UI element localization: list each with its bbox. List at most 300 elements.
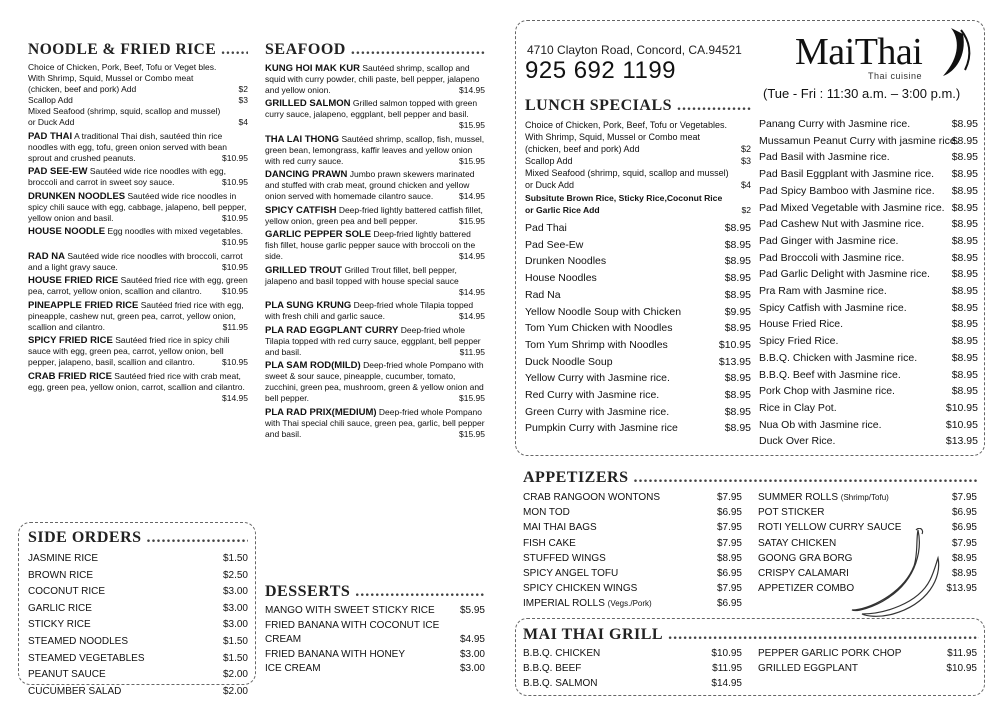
row-name: CRISPY CALAMARI xyxy=(758,568,849,580)
menu-row xyxy=(525,404,751,421)
substitute-line-1: Subsitute Brown Rice, Sticky Rice,Coconut Rice xyxy=(525,193,723,203)
row-price: $8.95 xyxy=(951,301,978,314)
row-name: STICKY RICE xyxy=(28,619,91,631)
row-name: COCONUT RICE xyxy=(28,586,106,598)
seafood-items xyxy=(265,63,485,440)
row-price: $8.95 xyxy=(951,168,978,181)
menu-row xyxy=(523,596,742,611)
row-price: $7.95 xyxy=(951,492,977,503)
row-price: $8.95 xyxy=(951,201,978,214)
dish-price: $14.95 xyxy=(459,286,485,297)
lunch-specials-section xyxy=(525,96,751,437)
row-price: $8.95 xyxy=(951,134,978,147)
menu-row xyxy=(28,568,248,585)
menu-item xyxy=(28,300,248,333)
menu-row xyxy=(525,420,751,437)
row-price: $10.95 xyxy=(945,401,978,414)
row-name: Pad Cashew Nut with Jasmine rice. xyxy=(759,218,925,231)
dish-price: $15.95 xyxy=(459,155,485,166)
row-price: $5.95 xyxy=(459,605,485,616)
intro-line xyxy=(28,95,248,106)
dish-price: $14.95 xyxy=(459,251,485,261)
row-name: Nua Ob with Jasmine rice. xyxy=(759,418,882,431)
dish-name: SPICY FRIED RICE xyxy=(28,335,113,346)
row-price: $8.95 xyxy=(716,552,742,564)
seafood-title: SEAFOOD ..... xyxy=(265,40,485,60)
menu-row xyxy=(759,233,978,250)
seafood-section xyxy=(265,40,485,440)
row-price: $10.95 xyxy=(946,663,977,675)
dish-name: PLA SAM ROD(MILD) xyxy=(265,360,361,371)
row-price: $2.00 xyxy=(222,685,248,697)
menu-row xyxy=(28,667,248,684)
row-name: STUFFED WINGS xyxy=(523,552,606,564)
row-price: $8.95 xyxy=(951,234,978,247)
dish-description: Sautéed shrimp, scallop and squid with curry powder, chili paste, bell pepper, jalapeno and yellow onion. xyxy=(265,62,480,95)
dessert-row xyxy=(265,604,485,619)
intro-text: Mixed Seafood (shrimp, squid, scallop and mussel) xyxy=(525,168,729,178)
menu-item xyxy=(28,166,248,188)
menu-row xyxy=(525,304,751,321)
row-note: (Shrimp/Tofu) xyxy=(840,493,889,502)
menu-row xyxy=(525,270,751,287)
row-price: $1.50 xyxy=(222,635,248,647)
desserts-section xyxy=(265,582,485,677)
row-price: $8.95 xyxy=(951,251,978,264)
row-name: Pad Mixed Vegetable with Jasmine rice. xyxy=(759,201,945,214)
chili-peppers-icon xyxy=(848,528,948,618)
row-price: $8.95 xyxy=(724,372,751,385)
row-price: $3.00 xyxy=(222,586,248,598)
intro-text: (chicken, beef and pork) Add xyxy=(28,84,137,94)
row-price: $8.95 xyxy=(951,335,978,348)
row-name: Pra Ram with Jasmine rice. xyxy=(759,285,887,298)
row-name: SUMMER ROLLS xyxy=(758,492,839,503)
row-price: $3.00 xyxy=(222,619,248,631)
intro-line xyxy=(28,106,248,117)
dish-description: Sautéed shrimp, scallop, fish, mussel, green bean, lemongrass, kaffir leaves and yellow onion with red curry sauce. xyxy=(265,133,485,166)
menu-item xyxy=(265,98,485,131)
dessert-row xyxy=(265,648,485,663)
intro-price: $3 xyxy=(238,95,248,105)
intro-text: Scallop Add xyxy=(525,156,573,166)
row-name: FISH CAKE xyxy=(523,537,576,549)
intro-text: Choice of Chicken, Pork, Beef, Tofu or Vegetables. xyxy=(525,120,727,130)
row-name: B.B.Q. Chicken with Jasmine rice. xyxy=(759,351,918,364)
noodle-section xyxy=(28,40,248,404)
row-price: $8.95 xyxy=(951,218,978,231)
row-price: $13.95 xyxy=(718,355,751,368)
side-orders-section xyxy=(28,528,248,700)
menu-row xyxy=(759,166,978,183)
menu-item xyxy=(265,229,485,262)
row-name: B.B.Q. BEEF xyxy=(523,663,582,675)
row-name: STEAMED NOODLES xyxy=(28,635,129,647)
menu-row xyxy=(759,116,978,133)
menu-row xyxy=(759,200,978,217)
dish-description: Sautéed fried rice with egg, pineapple, cashew nut, green pea, carrot, yellow onion, scallion and cilantro. xyxy=(28,299,244,332)
side-orders-title: SIDE ORDERS ..... xyxy=(28,528,248,548)
dish-description: Egg noodles with mixed vegetables. xyxy=(107,226,244,236)
row-name: ROTI YELLOW CURRY SAUCE xyxy=(758,522,902,534)
row-price: $2.00 xyxy=(222,669,248,681)
menu-row xyxy=(759,250,978,267)
dish-price: $10.95 xyxy=(222,286,248,296)
dish-name: PAD THAI xyxy=(28,130,73,142)
row-name: Pad Spicy Bamboo with Jasmine rice. xyxy=(759,184,935,197)
intro-price: $4 xyxy=(740,180,751,190)
dish-description: Deep-fried lightly battered fish fillet, house garlic pepper sauce with broccoli on the side. xyxy=(265,229,476,261)
menu-row xyxy=(759,300,978,317)
dish-name: HOUSE NOODLE xyxy=(28,226,106,237)
address: 4710 Clayton Road, Concord, CA.94521 xyxy=(527,43,742,57)
intro-text: With Shrimp, Squid, Mussel or Combo meat xyxy=(28,73,194,83)
side-items xyxy=(28,551,248,700)
dish-name: GARLIC PEPPER SOLE xyxy=(265,229,372,240)
row-price: $6.95 xyxy=(951,507,977,519)
row-price: $3.00 xyxy=(459,663,485,674)
row-price: $6.95 xyxy=(716,598,742,610)
dish-name: RAD NA xyxy=(28,250,65,262)
dish-name: CRAB FRIED RICE xyxy=(28,370,112,382)
grill-right-list xyxy=(758,646,977,676)
row-price: $6.95 xyxy=(951,522,977,534)
dish-description: Deep-fried whole Pompano with Thai special chili sauce, green pea, garlic, bell pepper and basil. xyxy=(265,406,485,439)
intro-line xyxy=(28,73,248,84)
row-price: $10.95 xyxy=(718,338,751,351)
row-price: $11.95 xyxy=(712,663,742,675)
menu-row xyxy=(28,684,248,701)
row-name: Duck Over Rice. xyxy=(759,435,836,448)
row-price: $6.95 xyxy=(716,568,742,580)
row-name: Pork Chop with Jasmine rice. xyxy=(759,385,895,398)
row-name: Duck Noodle Soup xyxy=(525,355,613,368)
menu-row xyxy=(759,283,978,300)
phone-number: 925 692 1199 xyxy=(525,57,677,84)
row-price: $7.95 xyxy=(716,492,742,503)
intro-text: or Duck Add xyxy=(28,117,75,127)
appetizers-left-list xyxy=(523,490,742,612)
grill-section xyxy=(523,625,979,690)
intro-price: $4 xyxy=(238,117,248,127)
row-price: $8.95 xyxy=(951,285,978,298)
dish-description: Deep-fried whole Pompano with sweet & sour sauce, pineapple, cucumber, tomato, zucchini, green pea, mushroom, green & yellow onion and bell pepper. xyxy=(265,360,484,403)
row-price: $8.95 xyxy=(724,288,751,301)
dish-price: $14.95 xyxy=(459,311,485,321)
menu-item xyxy=(28,371,248,404)
menu-row xyxy=(759,149,978,166)
row-name: BROWN RICE xyxy=(28,569,93,581)
dish-description: Grilled salmon topped with green curry sauce, jalapeno, eggplant, bell pepper and basil. xyxy=(265,98,478,119)
row-name: SPICY CHICKEN WINGS xyxy=(523,583,638,595)
row-price: $8.95 xyxy=(724,272,751,285)
row-name: Yellow Noodle Soup with Chicken xyxy=(525,305,682,318)
appetizers-section xyxy=(523,468,979,610)
row-name: APPETIZER COMBO xyxy=(758,583,855,595)
row-price: $9.95 xyxy=(724,305,751,318)
lunch-hours: (Tue - Fri : 11:30 a.m. – 3:00 p.m.) xyxy=(763,86,961,101)
menu-item xyxy=(28,251,248,273)
menu-row xyxy=(758,646,977,661)
menu-row xyxy=(523,581,742,596)
dish-description: Sautéed wide rice noodles in spicy chili sauce with egg, cabbage, jalapeno, bell pepper, yellow onion and basil. xyxy=(28,190,247,223)
dish-name: HOUSE FRIED RICE xyxy=(28,275,119,286)
dish-name: PLA SUNG KRUNG xyxy=(265,300,352,311)
row-name: Panang Curry with Jasmine rice. xyxy=(759,118,911,130)
menu-row xyxy=(525,354,751,371)
menu-row xyxy=(759,433,978,450)
row-price: $8.95 xyxy=(951,151,978,164)
row-name: Spicy Catfish with Jasmine rice. xyxy=(759,301,907,314)
row-price: $2.50 xyxy=(222,569,248,581)
menu-item xyxy=(28,226,248,248)
row-name: GRILLED EGGPLANT xyxy=(758,663,859,675)
row-name: STEAMED VEGETABLES xyxy=(28,652,145,664)
row-price: $10.95 xyxy=(945,418,978,431)
row-name: SATAY CHICKEN xyxy=(758,537,837,549)
dish-description: Jumbo prawn skewers marinated and stuffed with crab meat, ground chicken and yellow onion served with homemade cilantro sauce. xyxy=(265,169,475,201)
noodle-items xyxy=(28,131,248,404)
row-name: Green Curry with Jasmine rice. xyxy=(525,405,670,418)
dish-name: GRILLED TROUT xyxy=(265,264,343,276)
menu-row xyxy=(759,417,978,434)
menu-row xyxy=(758,661,977,676)
intro-line xyxy=(28,117,248,128)
menu-item xyxy=(265,205,485,227)
menu-row xyxy=(525,337,751,354)
row-name: Drunken Noodles xyxy=(525,255,607,268)
intro-line xyxy=(525,131,751,143)
menu-row xyxy=(759,183,978,200)
intro-price: $3 xyxy=(740,156,751,166)
chili-logo-icon xyxy=(937,26,977,82)
row-price: $8.95 xyxy=(724,222,751,234)
dish-description: Deep-fried whole Tilapia topped with fresh chili and garlic sauce. xyxy=(265,300,474,321)
menu-row xyxy=(28,551,248,568)
menu-row xyxy=(523,490,742,505)
dish-price: $15.95 xyxy=(459,428,485,439)
menu-row xyxy=(525,220,751,237)
menu-row xyxy=(525,320,751,337)
dish-description: Sautéed fried rice with egg, green pea, carrot, yellow onion, scallion and cilantro. xyxy=(28,275,248,296)
row-price: $8.95 xyxy=(951,318,978,331)
menu-item xyxy=(28,275,248,297)
row-price: $8.95 xyxy=(951,368,978,381)
dish-price: $11.95 xyxy=(459,346,485,357)
menu-row xyxy=(759,316,978,333)
dish-price: $11.95 xyxy=(222,321,248,332)
noodle-intro xyxy=(28,62,248,128)
row-price: $7.95 xyxy=(716,522,742,534)
row-name: ICE CREAM xyxy=(265,663,321,674)
row-name: PEANUT SAUCE xyxy=(28,669,106,681)
row-price: $8.95 xyxy=(724,255,751,268)
row-price: $1.50 xyxy=(222,652,248,664)
desserts-title: DESSERTS ..... xyxy=(265,582,485,602)
row-name: Pad See-Ew xyxy=(525,238,584,251)
row-name: PEPPER GARLIC PORK CHOP xyxy=(758,648,902,659)
row-price: $8.95 xyxy=(724,405,751,418)
intro-line xyxy=(525,179,751,191)
row-price: $7.95 xyxy=(951,537,977,549)
row-name: MANGO WITH SWEET STICKY RICE xyxy=(265,605,435,616)
dish-description: Sautéed fried rice with crab meat, egg, green pea, yellow onion, carrot, scallion and cilantro. xyxy=(28,370,245,392)
lunch-title: LUNCH SPECIALS ..... xyxy=(525,96,751,116)
row-name: Pumpkin Curry with Jasmine rice xyxy=(525,422,678,435)
menu-item xyxy=(28,191,248,224)
menu-row xyxy=(759,266,978,283)
intro-line xyxy=(525,119,751,131)
dish-description: Sautéed wide rice noodles with egg, broccoli and carrot in sweet soy sauce. xyxy=(28,166,226,187)
dish-description: Deep-fried lightly battered catfish fillet, yellow onion, green pea and bell pepper. xyxy=(265,204,483,226)
lunch-intro xyxy=(525,119,751,191)
row-name: IMPERIAL ROLLS xyxy=(523,598,605,610)
dessert-items xyxy=(265,604,485,677)
menu-row xyxy=(523,536,742,551)
row-name: MAI THAI BAGS xyxy=(523,522,597,534)
menu-item xyxy=(28,335,248,368)
row-price: $8.95 xyxy=(951,118,978,130)
dish-name: DRUNKEN NOODLES xyxy=(28,190,126,202)
menu-item xyxy=(265,169,485,202)
menu-row xyxy=(759,383,978,400)
menu-row xyxy=(525,387,751,404)
dish-name: THA LAI THONG xyxy=(265,133,340,145)
noodle-title: NOODLE & FRIED RICE ..... xyxy=(28,40,248,60)
dessert-row xyxy=(265,662,485,677)
menu-row xyxy=(523,661,742,676)
row-name: Mussamun Peanut Curry with jasmine rice. xyxy=(759,134,959,147)
row-name: FRIED BANANA WITH COCONUT ICE CREAM xyxy=(265,619,440,645)
row-name: Red Curry with Jasmine rice. xyxy=(525,389,660,402)
menu-item xyxy=(265,360,485,404)
dish-name: PLA RAD EGGPLANT CURRY xyxy=(265,324,399,336)
row-name: CUCUMBER SALAD xyxy=(28,685,122,697)
menu-row xyxy=(759,367,978,384)
intro-line xyxy=(525,143,751,155)
dish-name: KUNG HOI MAK KUR xyxy=(265,62,360,74)
dish-description: Deep-fried whole Tilapia topped with red curry sauce, eggplant, bell pepper and basil. xyxy=(265,324,481,357)
row-price: $8.95 xyxy=(724,389,751,402)
row-price: $13.95 xyxy=(945,435,978,448)
menu-row xyxy=(525,237,751,254)
intro-text: or Duck Add xyxy=(525,180,575,190)
intro-price: $2 xyxy=(238,84,248,94)
row-name: Spicy Fried Rice. xyxy=(759,335,839,348)
menu-row xyxy=(523,551,742,566)
row-name: Pad Ginger with Jasmine rice. xyxy=(759,234,899,247)
menu-row xyxy=(28,617,248,634)
dish-description: Sautéed wide rice noodles with broccoli, carrot and a light gravy sauce. xyxy=(28,250,243,272)
row-price: $11.95 xyxy=(947,648,977,659)
dish-name: DANCING PRAWN xyxy=(265,169,348,180)
row-price: $8.95 xyxy=(951,351,978,364)
dish-price: $15.95 xyxy=(459,215,485,226)
menu-row xyxy=(759,216,978,233)
logo xyxy=(795,26,975,82)
dish-price: $14.95 xyxy=(459,191,485,201)
dish-price: $15.95 xyxy=(459,393,485,403)
row-price: $3.00 xyxy=(222,602,248,614)
menu-item xyxy=(265,134,485,167)
dish-description: Sautéed fried rice in spicy chili sauce with egg, green pea, carrot, yellow onion, bell pepper, jalapeno, basil, scallion and cilantro. xyxy=(28,335,230,367)
menu-row xyxy=(523,520,742,535)
intro-text: With Shrimp, Squid, Mussel or Combo meat xyxy=(525,132,701,142)
substitute-note xyxy=(525,192,751,216)
row-price: $8.95 xyxy=(951,552,977,564)
dish-price: $14.95 xyxy=(459,84,485,95)
dish-price: $14.95 xyxy=(222,392,248,403)
intro-line xyxy=(28,62,248,73)
menu-row xyxy=(28,601,248,618)
appetizers-title: APPETIZERS ..... xyxy=(523,468,979,488)
menu-row xyxy=(523,566,742,581)
row-price: $8.95 xyxy=(951,568,977,580)
dish-name: GRILLED SALMON xyxy=(265,98,351,109)
row-note: (Vegs./Pork) xyxy=(607,599,652,609)
row-name: CRAB RANGOON WONTONS xyxy=(523,492,661,503)
menu-row xyxy=(759,333,978,350)
dish-price: $10.95 xyxy=(222,212,248,223)
substitute-line-2: or Garlic Rice Add xyxy=(525,205,600,215)
row-price: $8.95 xyxy=(951,385,978,398)
row-name: Pad Basil Eggplant with Jasmine rice. xyxy=(759,168,935,181)
row-name: GOONG GRA BORG xyxy=(758,552,853,564)
row-price: $6.95 xyxy=(716,507,742,519)
menu-row xyxy=(759,133,978,150)
intro-line xyxy=(28,84,248,95)
row-name: House Fried Rice. xyxy=(759,318,844,331)
dish-name: PAD SEE-EW xyxy=(28,166,88,177)
dessert-row xyxy=(265,619,485,648)
menu-row xyxy=(525,370,751,387)
intro-line xyxy=(525,155,751,167)
logo-subtitle: Thai cuisine xyxy=(868,71,923,81)
dish-price: $10.95 xyxy=(222,261,248,272)
row-name: Rad Na xyxy=(525,288,561,301)
row-price: $1.50 xyxy=(222,553,248,564)
intro-price: $2 xyxy=(740,144,751,154)
lunch-left-list xyxy=(525,220,751,437)
row-name: MON TOD xyxy=(523,507,570,519)
dish-price: $10.95 xyxy=(222,357,248,367)
menu-row xyxy=(523,646,742,661)
lunch-right-list xyxy=(759,116,978,450)
row-price: $7.95 xyxy=(716,583,742,595)
logo-text: MaiThai xyxy=(795,31,923,73)
intro-text: Scallop Add xyxy=(28,95,73,105)
row-price: $8.95 xyxy=(951,184,978,197)
dish-price: $10.95 xyxy=(222,237,248,247)
row-name: B.B.Q. Beef with Jasmine rice. xyxy=(759,368,901,381)
menu-row xyxy=(759,400,978,417)
menu-row xyxy=(525,287,751,304)
intro-text: (chicken, beef and pork) Add xyxy=(525,144,640,154)
row-price: $3.00 xyxy=(459,648,485,660)
menu-item xyxy=(265,63,485,96)
row-name: POT STICKER xyxy=(758,507,825,519)
row-name: Tom Yum Chicken with Noodles xyxy=(525,322,673,335)
dish-name: SPICY CATFISH xyxy=(265,204,337,216)
row-price: $8.95 xyxy=(724,238,751,251)
row-name: Pad Basil with Jasmine rice. xyxy=(759,151,890,164)
menu-item xyxy=(265,265,485,298)
menu-item xyxy=(28,131,248,164)
dish-price: $15.95 xyxy=(459,120,485,130)
menu-item xyxy=(265,325,485,358)
dish-name: PINEAPPLE FRIED RICE xyxy=(28,299,139,311)
intro-text: Choice of Chicken, Pork, Beef, Tofu or Veget bles. xyxy=(28,62,217,72)
